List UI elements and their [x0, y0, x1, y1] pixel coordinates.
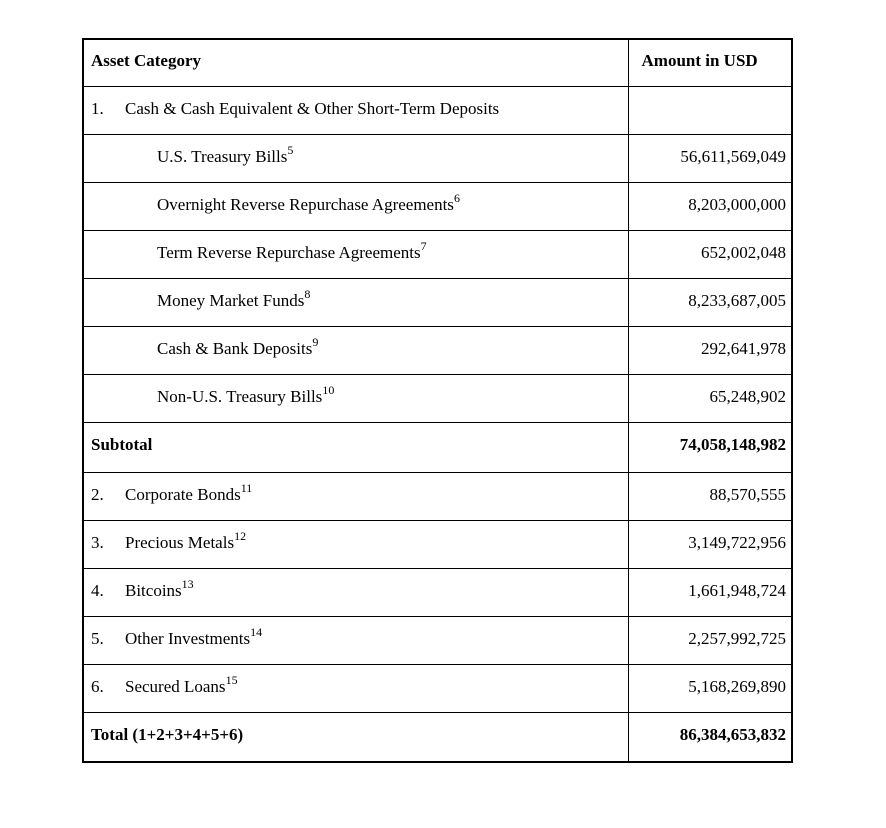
asset-label: Overnight Reverse Repurchase Agreements — [157, 194, 454, 214]
footnote-reference: 5 — [287, 142, 294, 157]
asset-label: Cash & Bank Deposits — [157, 338, 313, 358]
footnote-reference: 11 — [240, 480, 253, 495]
table-row — [83, 230, 792, 278]
footnote-reference: 9 — [312, 334, 319, 349]
asset-category-cell — [83, 86, 628, 134]
table-row — [83, 326, 792, 374]
asset-label: Subtotal — [91, 434, 153, 454]
table-row — [83, 278, 792, 326]
amount-cell: 86,384,653,832 — [628, 712, 792, 762]
asset-label: Bitcoins — [125, 580, 182, 600]
table-row — [83, 374, 792, 422]
amount-cell: 5,168,269,890 — [628, 664, 792, 712]
row-number: 4. — [91, 580, 104, 600]
table-row — [83, 616, 792, 664]
asset-category-cell — [83, 182, 628, 230]
asset-category-cell — [83, 278, 628, 326]
row-number: 6. — [91, 676, 104, 696]
table-row — [83, 664, 792, 712]
table-row — [83, 134, 792, 182]
footnote-reference: 13 — [181, 576, 194, 591]
table-row — [83, 520, 792, 568]
footnote-reference: 12 — [234, 528, 247, 543]
amount-cell: 88,570,555 — [628, 472, 792, 520]
table-header-row — [83, 39, 792, 86]
asset-category-cell — [83, 520, 628, 568]
asset-label: Non-U.S. Treasury Bills — [157, 386, 323, 406]
asset-label: Secured Loans — [125, 676, 226, 696]
table-row — [83, 422, 792, 472]
column-header-asset-category: Asset Category — [83, 39, 628, 86]
asset-category-cell — [83, 374, 628, 422]
amount-cell: 8,203,000,000 — [628, 182, 792, 230]
asset-label: Other Investments — [125, 628, 251, 648]
asset-category-cell — [83, 472, 628, 520]
asset-label: Money Market Funds — [157, 290, 305, 310]
amount-cell: 292,641,978 — [628, 326, 792, 374]
amount-cell: 3,149,722,956 — [628, 520, 792, 568]
amount-cell: 652,002,048 — [628, 230, 792, 278]
footnote-reference: 8 — [304, 286, 311, 301]
asset-category-cell — [83, 664, 628, 712]
asset-category-cell — [83, 422, 628, 472]
amount-cell: 74,058,148,982 — [628, 422, 792, 472]
table-row — [83, 712, 792, 762]
asset-category-cell — [83, 616, 628, 664]
asset-category-cell — [83, 134, 628, 182]
asset-category-cell — [83, 230, 628, 278]
amount-cell — [628, 86, 792, 134]
footnote-reference: 15 — [225, 672, 238, 687]
asset-category-cell — [83, 326, 628, 374]
column-header-amount-in-usd: Amount in USD — [628, 39, 792, 86]
asset-reserves-table — [82, 38, 793, 763]
row-number: 1. — [91, 98, 104, 118]
asset-category-cell — [83, 568, 628, 616]
asset-category-cell — [83, 712, 628, 762]
footnote-reference: 7 — [420, 238, 427, 253]
table-row — [83, 86, 792, 134]
footnote-reference: 6 — [453, 190, 460, 205]
asset-label: Precious Metals — [125, 532, 235, 552]
amount-cell: 56,611,569,049 — [628, 134, 792, 182]
row-number: 3. — [91, 532, 104, 552]
footnote-reference: 10 — [322, 382, 335, 397]
asset-label: Total (1+2+3+4+5+6) — [91, 724, 244, 744]
table-row — [83, 472, 792, 520]
asset-label: Term Reverse Repurchase Agreements — [157, 242, 421, 262]
asset-label: Corporate Bonds — [125, 484, 241, 504]
amount-cell: 1,661,948,724 — [628, 568, 792, 616]
table-body — [83, 86, 792, 762]
row-number: 5. — [91, 628, 104, 648]
amount-cell: 8,233,687,005 — [628, 278, 792, 326]
table-row — [83, 182, 792, 230]
asset-label: Cash & Cash Equivalent & Other Short-Term Deposits — [125, 98, 500, 118]
amount-cell: 2,257,992,725 — [628, 616, 792, 664]
footnote-reference: 14 — [250, 624, 263, 639]
asset-label: U.S. Treasury Bills — [157, 146, 288, 166]
row-number: 2. — [91, 484, 104, 504]
table-row — [83, 568, 792, 616]
amount-cell: 65,248,902 — [628, 374, 792, 422]
